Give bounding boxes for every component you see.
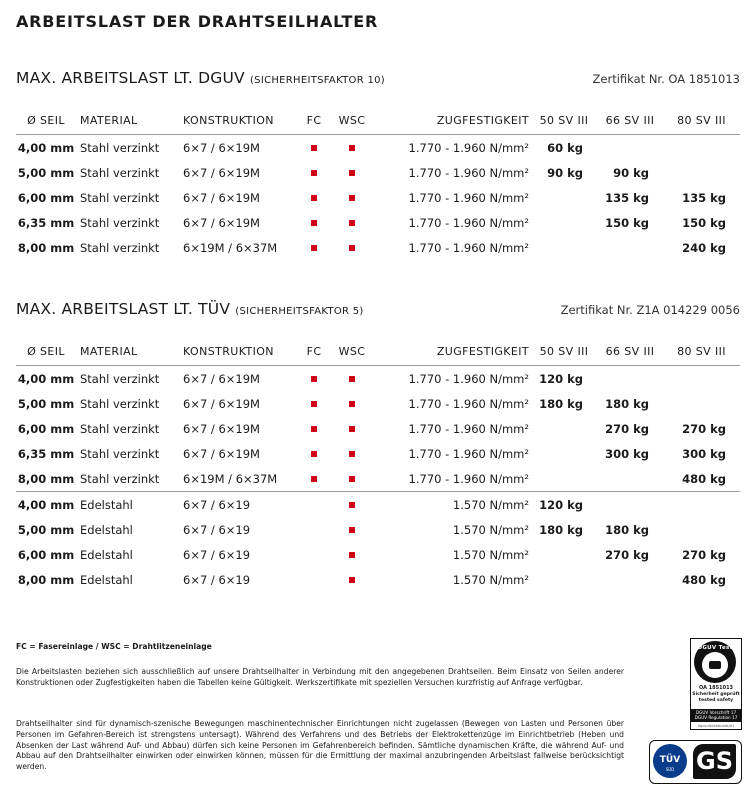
cell-seil: 4,00 mm [17, 371, 75, 386]
cell-wsc [331, 135, 373, 161]
cell-50-sv-iii: 120 kg [531, 492, 597, 518]
table-row [16, 542, 740, 567]
dguv-seal-icon [694, 641, 736, 683]
column-header: ZUGFESTIGKEIT [373, 107, 531, 135]
tuv-section-title [16, 300, 364, 318]
dguv-header-row [16, 107, 740, 135]
column-header: FC [297, 338, 331, 366]
cell-zugfestigkeit: 1.770 - 1.960 N/mm² [408, 471, 529, 486]
cell-66-sv-iii: 270 kg [605, 421, 649, 436]
cell-zugfestigkeit: 1.770 - 1.960 N/mm² [408, 165, 529, 180]
table-row [16, 567, 740, 592]
cell-zugfestigkeit: 1.570 N/mm² [452, 522, 529, 537]
cell-50-sv-iii [531, 441, 597, 466]
column-header: 50 SV III [531, 338, 597, 366]
table-row [16, 441, 740, 466]
cell-66-sv-iii: 135 kg [605, 190, 649, 205]
cell-fc [297, 441, 331, 466]
column-header: ZUGFESTIGKEIT [373, 338, 531, 366]
column-header: WSC [331, 107, 373, 135]
dguv-title: MAX. ARBEITSLAST LT. DGUV [16, 69, 245, 87]
tuv-subtitle: (SICHERHEITSFAKTOR 5) [235, 306, 364, 317]
red-square-marker-icon [349, 476, 355, 482]
cell-wsc [331, 567, 373, 592]
table-row [16, 492, 740, 518]
cell-wsc [331, 185, 373, 210]
red-square-marker-icon [349, 245, 355, 251]
column-header: KONSTRUKTION [179, 338, 297, 366]
cell-material: Stahl verzinkt [80, 371, 160, 386]
cell-seil: 8,00 mm [17, 471, 75, 486]
cell-fc [297, 160, 331, 185]
cell-50-sv-iii [531, 542, 597, 567]
cell-80-sv-iii [663, 391, 740, 416]
red-square-marker-icon [349, 170, 355, 176]
cell-konstruktion: 6×7 / 6×19M [183, 190, 260, 205]
red-square-marker-icon [349, 195, 355, 201]
cell-wsc [331, 210, 373, 235]
cell-seil: 6,00 mm [17, 547, 75, 562]
column-header: WSC [331, 338, 373, 366]
cell-66-sv-iii [597, 135, 663, 161]
cell-material: Stahl verzinkt [80, 396, 160, 411]
tuv-header-row [16, 338, 740, 366]
tuv-section-header [16, 298, 740, 318]
cell-seil: 6,00 mm [17, 421, 75, 436]
cell-fc [297, 135, 331, 161]
cell-66-sv-iii: 180 kg [605, 396, 649, 411]
table-row [16, 517, 740, 542]
cell-66-sv-iii [597, 492, 663, 518]
table-row [16, 185, 740, 210]
cell-zugfestigkeit: 1.570 N/mm² [452, 572, 529, 587]
cell-material: Edelstahl [80, 522, 133, 537]
dguv-badge-text: Sicherheit geprüft tested safety [692, 692, 740, 703]
cell-66-sv-iii [597, 235, 663, 260]
column-header: 66 SV III [597, 107, 663, 135]
cell-fc [297, 235, 331, 260]
cell-50-sv-iii [531, 466, 597, 492]
column-header: Ø SEIL [16, 107, 76, 135]
cell-zugfestigkeit: 1.770 - 1.960 N/mm² [408, 421, 529, 436]
cell-material: Stahl verzinkt [80, 446, 160, 461]
cell-80-sv-iii: 270 kg [682, 547, 726, 562]
page-title: ARBEITSLAST DER DRAHTSEILHALTER [16, 12, 379, 31]
cell-50-sv-iii [531, 567, 597, 592]
red-square-marker-icon [311, 170, 317, 176]
cell-seil: 8,00 mm [17, 572, 75, 587]
cell-80-sv-iii: 150 kg [682, 215, 726, 230]
cell-material: Stahl verzinkt [80, 215, 160, 230]
red-square-marker-icon [311, 476, 317, 482]
cell-wsc [331, 160, 373, 185]
paragraph-validity: Die Arbeitslasten beziehen sich ausschließlich auf unsere Drahtseilhalter in Verbindung mit den angegebenen Drahtseilen. Beim Einsatz von Seilen anderer Konstruktionen oder Zugfestigkeiten haben die Tabellen keine Gültigkeit. Werkszertifikate mit speziellen Versuchen kurzfristig auf Anfrage verfügbar. [16, 667, 624, 687]
column-header: KONSTRUKTION [179, 107, 297, 135]
red-square-marker-icon [349, 401, 355, 407]
red-square-marker-icon [311, 426, 317, 432]
red-square-marker-icon [349, 376, 355, 382]
cell-80-sv-iii: 300 kg [682, 446, 726, 461]
red-square-marker-icon [311, 145, 317, 151]
cell-80-sv-iii [663, 517, 740, 542]
cell-wsc [331, 391, 373, 416]
cell-seil: 8,00 mm [17, 240, 75, 255]
cell-80-sv-iii [663, 492, 740, 518]
cell-80-sv-iii [663, 366, 740, 392]
column-header: MATERIAL [76, 338, 179, 366]
cell-80-sv-iii [663, 160, 740, 185]
dguv-table-body [16, 135, 740, 261]
cell-material: Stahl verzinkt [80, 240, 160, 255]
cell-fc [297, 391, 331, 416]
red-square-marker-icon [311, 401, 317, 407]
dguv-badge-regulation: DGUV Vorschrift 17 DGUV Regulation 17 [691, 709, 741, 722]
dguv-test-badge [690, 638, 742, 730]
cell-66-sv-iii: 90 kg [613, 165, 649, 180]
red-square-marker-icon [349, 577, 355, 583]
cell-seil: 5,00 mm [17, 522, 75, 537]
column-header: Ø SEIL [16, 338, 76, 366]
tuv-table-body [16, 366, 740, 593]
cell-50-sv-iii: 180 kg [539, 522, 583, 537]
tuv-word: TÜV [659, 755, 681, 765]
cell-konstruktion: 6×7 / 6×19M [183, 421, 260, 436]
cell-50-sv-iii [531, 416, 597, 441]
cell-wsc [331, 235, 373, 260]
cell-wsc [331, 542, 373, 567]
cell-seil: 5,00 mm [17, 396, 75, 411]
cell-seil: 5,00 mm [17, 165, 75, 180]
cell-konstruktion: 6×7 / 6×19 [183, 572, 251, 587]
red-square-marker-icon [349, 145, 355, 151]
cell-50-sv-iii [531, 235, 597, 260]
cell-fc [297, 466, 331, 492]
column-header: 80 SV III [663, 338, 740, 366]
table-row [16, 391, 740, 416]
cell-wsc [331, 366, 373, 392]
cell-50-sv-iii: 180 kg [539, 396, 583, 411]
cell-fc [297, 366, 331, 392]
tuv-title: MAX. ARBEITSLAST LT. TÜV [16, 300, 231, 318]
cell-zugfestigkeit: 1.770 - 1.960 N/mm² [408, 371, 529, 386]
dguv-badge-number: OA 1851013 [698, 685, 734, 691]
cell-fc [297, 492, 331, 518]
table-row [16, 235, 740, 260]
cell-material: Edelstahl [76, 492, 179, 518]
cell-material: Stahl verzinkt [80, 421, 160, 436]
cell-seil: 6,00 mm [17, 190, 75, 205]
red-square-marker-icon [349, 451, 355, 457]
cell-zugfestigkeit: 1.570 N/mm² [373, 492, 531, 518]
cell-konstruktion: 6×19M / 6×37M [183, 471, 278, 486]
table-row [16, 135, 740, 161]
dguv-seal-word: DGUV Test [697, 645, 733, 651]
cell-konstruktion: 6×7 / 6×19 [183, 522, 251, 537]
cell-80-sv-iii: 135 kg [682, 190, 726, 205]
red-square-marker-icon [349, 220, 355, 226]
red-square-marker-icon [349, 527, 355, 533]
cell-wsc [331, 466, 373, 492]
cell-seil: 6,35 mm [17, 446, 75, 461]
cell-66-sv-iii: 300 kg [605, 446, 649, 461]
cell-seil: 4,00 mm [17, 140, 75, 155]
cell-zugfestigkeit: 1.770 - 1.960 N/mm² [408, 396, 529, 411]
red-square-marker-icon [311, 245, 317, 251]
tuv-certificate: Zertifikat Nr. Z1A 014229 0056 [560, 303, 740, 317]
dguv-table [16, 107, 740, 260]
cell-80-sv-iii: 480 kg [682, 471, 726, 486]
cell-konstruktion: 6×19M / 6×37M [183, 240, 278, 255]
cell-66-sv-iii [597, 567, 663, 592]
column-header: 66 SV III [597, 338, 663, 366]
cell-konstruktion: 6×7 / 6×19M [183, 396, 260, 411]
cell-konstruktion: 6×7 / 6×19M [183, 215, 260, 230]
paragraph-safety: Drahtseilhalter sind für dynamisch-szenische Bewegungen maschinentechnischer Einrichtungen nicht zugelassen (Bewegen von Lasten und Personen über Personen im Gefahren-Bereich ist strengstens untersagt). Während des Verfahrens und des Betriebs der Elektrokettenzüge im Einrichtbetrieb (Heben und Absenken der Last während Auf- und Abbau) dürfen sich keine Personen im Gefahrenbereich befinden. Sämtliche dynamischen Kräfte, die während Auf- und Abbau auf den Drahtseilhalter einwirken oder einwirken können, müssen für die Ermittlung der maximal anzubringenden Arbeitslast fallweise berücksichtigt werden. [16, 719, 624, 772]
cell-material: Stahl verzinkt [80, 190, 160, 205]
cell-66-sv-iii: 150 kg [605, 215, 649, 230]
cell-50-sv-iii: 90 kg [547, 165, 583, 180]
cell-66-sv-iii: 180 kg [605, 522, 649, 537]
red-square-marker-icon [349, 552, 355, 558]
dguv-subtitle: (SICHERHEITSFAKTOR 10) [249, 75, 385, 86]
red-square-marker-icon [311, 220, 317, 226]
red-square-marker-icon [311, 195, 317, 201]
table-row [16, 416, 740, 441]
cell-zugfestigkeit: 1.770 - 1.960 N/mm² [408, 215, 529, 230]
cell-80-sv-iii: 270 kg [682, 421, 726, 436]
cell-66-sv-iii [597, 466, 663, 492]
dguv-certificate: Zertifikat Nr. OA 1851013 [592, 72, 740, 86]
dguv-badge-footer: dguv.de/webcode/d1 [697, 724, 735, 728]
red-square-marker-icon [311, 376, 317, 382]
cell-wsc [331, 517, 373, 542]
cell-zugfestigkeit: 1.770 - 1.960 N/mm² [408, 190, 529, 205]
table-row [16, 210, 740, 235]
cell-wsc [331, 441, 373, 466]
cell-80-sv-iii [663, 135, 740, 161]
cell-66-sv-iii [597, 366, 663, 392]
column-header: FC [297, 107, 331, 135]
tuv-sud-icon [653, 744, 687, 778]
cell-fc [297, 567, 331, 592]
cell-konstruktion: 6×7 / 6×19M [183, 165, 260, 180]
cell-material: Stahl verzinkt [80, 140, 160, 155]
cell-zugfestigkeit: 1.770 - 1.960 N/mm² [408, 140, 529, 155]
table-row [16, 366, 740, 392]
cell-50-sv-iii [531, 210, 597, 235]
tuv-table [16, 338, 740, 592]
cell-66-sv-iii: 270 kg [605, 547, 649, 562]
cell-50-sv-iii: 120 kg [539, 371, 583, 386]
cell-50-sv-iii: 60 kg [547, 140, 583, 155]
cell-konstruktion: 6×7 / 6×19 [183, 547, 251, 562]
red-square-marker-icon [349, 426, 355, 432]
cell-zugfestigkeit: 1.770 - 1.960 N/mm² [408, 240, 529, 255]
cell-konstruktion: 6×7 / 6×19M [183, 140, 260, 155]
cell-zugfestigkeit: 1.570 N/mm² [452, 547, 529, 562]
legend-note: FC = Fasereinlage / WSC = Drahtlitzeneinlage [16, 642, 212, 651]
cell-zugfestigkeit: 1.770 - 1.960 N/mm² [408, 446, 529, 461]
red-square-marker-icon [311, 451, 317, 457]
cell-fc [297, 517, 331, 542]
cell-seil: 4,00 mm [16, 492, 76, 518]
cell-fc [297, 210, 331, 235]
cell-80-sv-iii: 240 kg [682, 240, 726, 255]
cell-80-sv-iii: 480 kg [682, 572, 726, 587]
cell-seil: 6,35 mm [17, 215, 75, 230]
cell-wsc [331, 416, 373, 441]
table-row [16, 466, 740, 492]
cell-material: Stahl verzinkt [80, 471, 160, 486]
red-square-marker-icon [349, 502, 355, 508]
cell-konstruktion: 6×7 / 6×19 [179, 492, 297, 518]
cell-fc [297, 542, 331, 567]
cell-material: Edelstahl [80, 547, 133, 562]
column-header: 50 SV III [531, 107, 597, 135]
column-header: 80 SV III [663, 107, 740, 135]
cell-fc [297, 416, 331, 441]
cell-fc [297, 185, 331, 210]
tuv-gs-badge [649, 740, 742, 784]
dguv-section-title [16, 69, 385, 87]
cell-material: Stahl verzinkt [80, 165, 160, 180]
column-header: MATERIAL [76, 107, 179, 135]
gs-mark-icon: GS [693, 744, 736, 779]
cell-konstruktion: 6×7 / 6×19M [183, 446, 260, 461]
cell-konstruktion: 6×7 / 6×19M [183, 371, 260, 386]
cell-wsc [331, 492, 373, 518]
table-row [16, 160, 740, 185]
cell-50-sv-iii [531, 185, 597, 210]
dguv-section-header [16, 67, 740, 87]
cell-material: Edelstahl [80, 572, 133, 587]
tuv-sub: SÜD [665, 767, 675, 772]
